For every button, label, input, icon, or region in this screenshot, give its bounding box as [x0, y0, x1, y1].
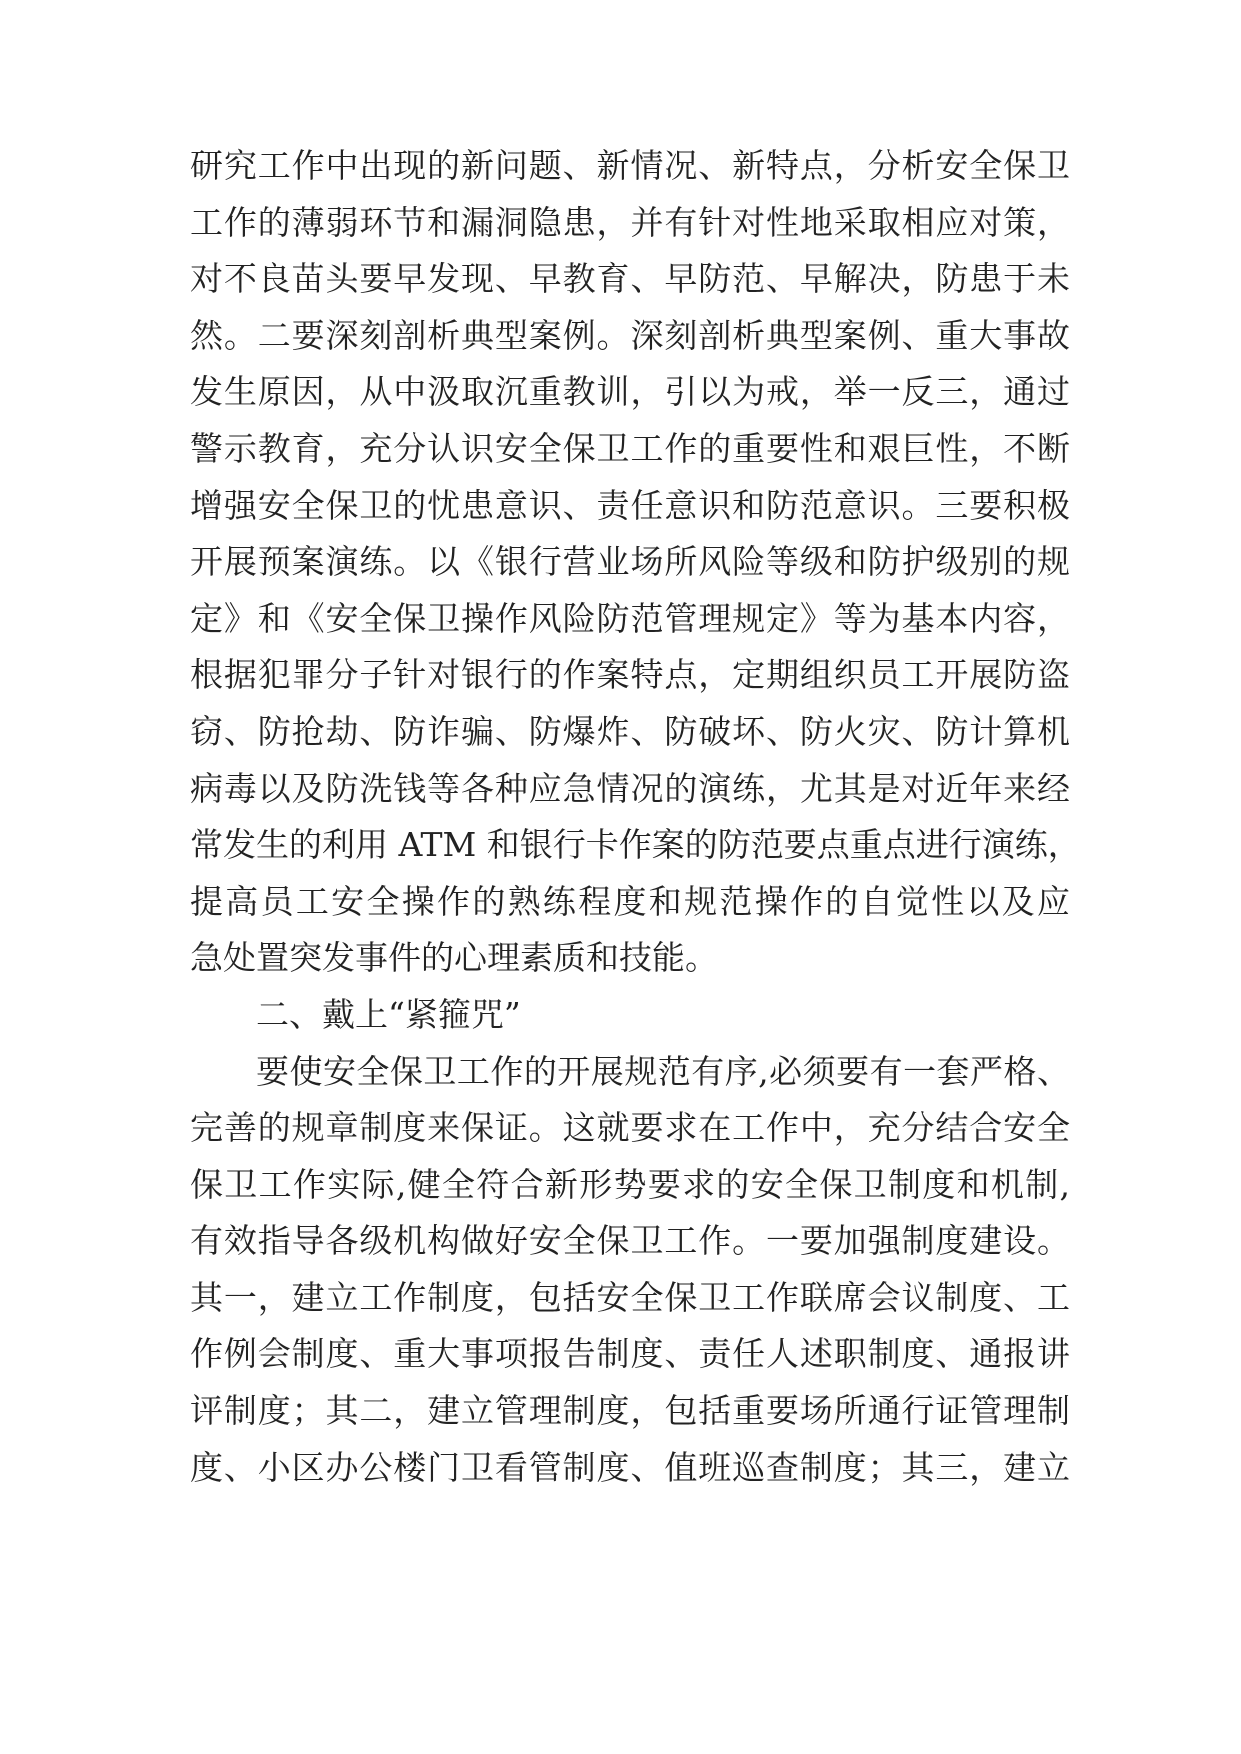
text-line: 保卫工作实际,健全符合新形势要求的安全保卫制度和机制,: [190, 1164, 1070, 1204]
text-line: 度、小区办公楼门卫看管制度、值班巡查制度；其三，建立: [190, 1447, 1070, 1487]
text-line: 窃、防抢劫、防诈骗、防爆炸、防破坏、防火灾、防计算机: [190, 711, 1070, 751]
text-line: 其一，建立工作制度，包括安全保卫工作联席会议制度、工: [190, 1277, 1070, 1317]
text-line: 工作的薄弱环节和漏洞隐患，并有针对性地采取相应对策，: [190, 202, 1070, 242]
text-line: 有效指导各级机构做好安全保卫工作。一要加强制度建设。: [190, 1221, 1070, 1261]
body-text: [190, 138, 1081, 1496]
text-line: 增强安全保卫的忧患意识、责任意识和防范意识。三要积极: [190, 485, 1070, 525]
text-line: 病毒以及防洗钱等各种应急情况的演练，尤其是对近年来经: [190, 768, 1070, 808]
text-line: 开展预案演练。以《银行营业场所风险等级和防护级别的规: [190, 542, 1070, 582]
text-line: 定》和《安全保卫操作风险防范管理规定》等为基本内容，: [190, 598, 1070, 638]
section-heading: 二、戴上“紧箍咒”: [256, 994, 521, 1034]
text-line: 评制度；其二，建立管理制度，包括重要场所通行证管理制: [190, 1391, 1070, 1431]
text-line: 根据犯罪分子针对银行的作案特点，定期组织员工开展防盗: [190, 655, 1070, 695]
text-line: 发生原因，从中汲取沉重教训，引以为戒，举一反三，通过: [190, 372, 1070, 412]
text-line: 提高员工安全操作的熟练程度和规范操作的自觉性以及应: [190, 881, 1070, 921]
text-line: 研究工作中出现的新问题、新情况、新特点，分析安全保卫: [190, 146, 1070, 185]
text-line: 作例会制度、重大事项报告制度、责任人述职制度、通报讲: [190, 1334, 1070, 1374]
text-line: 对不良苗头要早发现、早教育、早防范、早解决，防患于未: [190, 259, 1070, 299]
text-line: 然。二要深刻剖析典型案例。深刻剖析典型案例、重大事故: [190, 315, 1070, 355]
text-line: 急处置突发事件的心理素质和技能。: [190, 938, 718, 978]
text-line: 完善的规章制度来保证。这就要求在工作中，充分结合安全: [190, 1108, 1070, 1148]
text-line: 常发生的利用 ATM 和银行卡作案的防范要点重点进行演练，: [190, 825, 1081, 865]
text-line: 要使安全保卫工作的开展规范有序,必须要有一套严格、: [256, 1051, 1070, 1091]
text-line: 警示教育，充分认识安全保卫工作的重要性和艰巨性，不断: [190, 428, 1070, 468]
